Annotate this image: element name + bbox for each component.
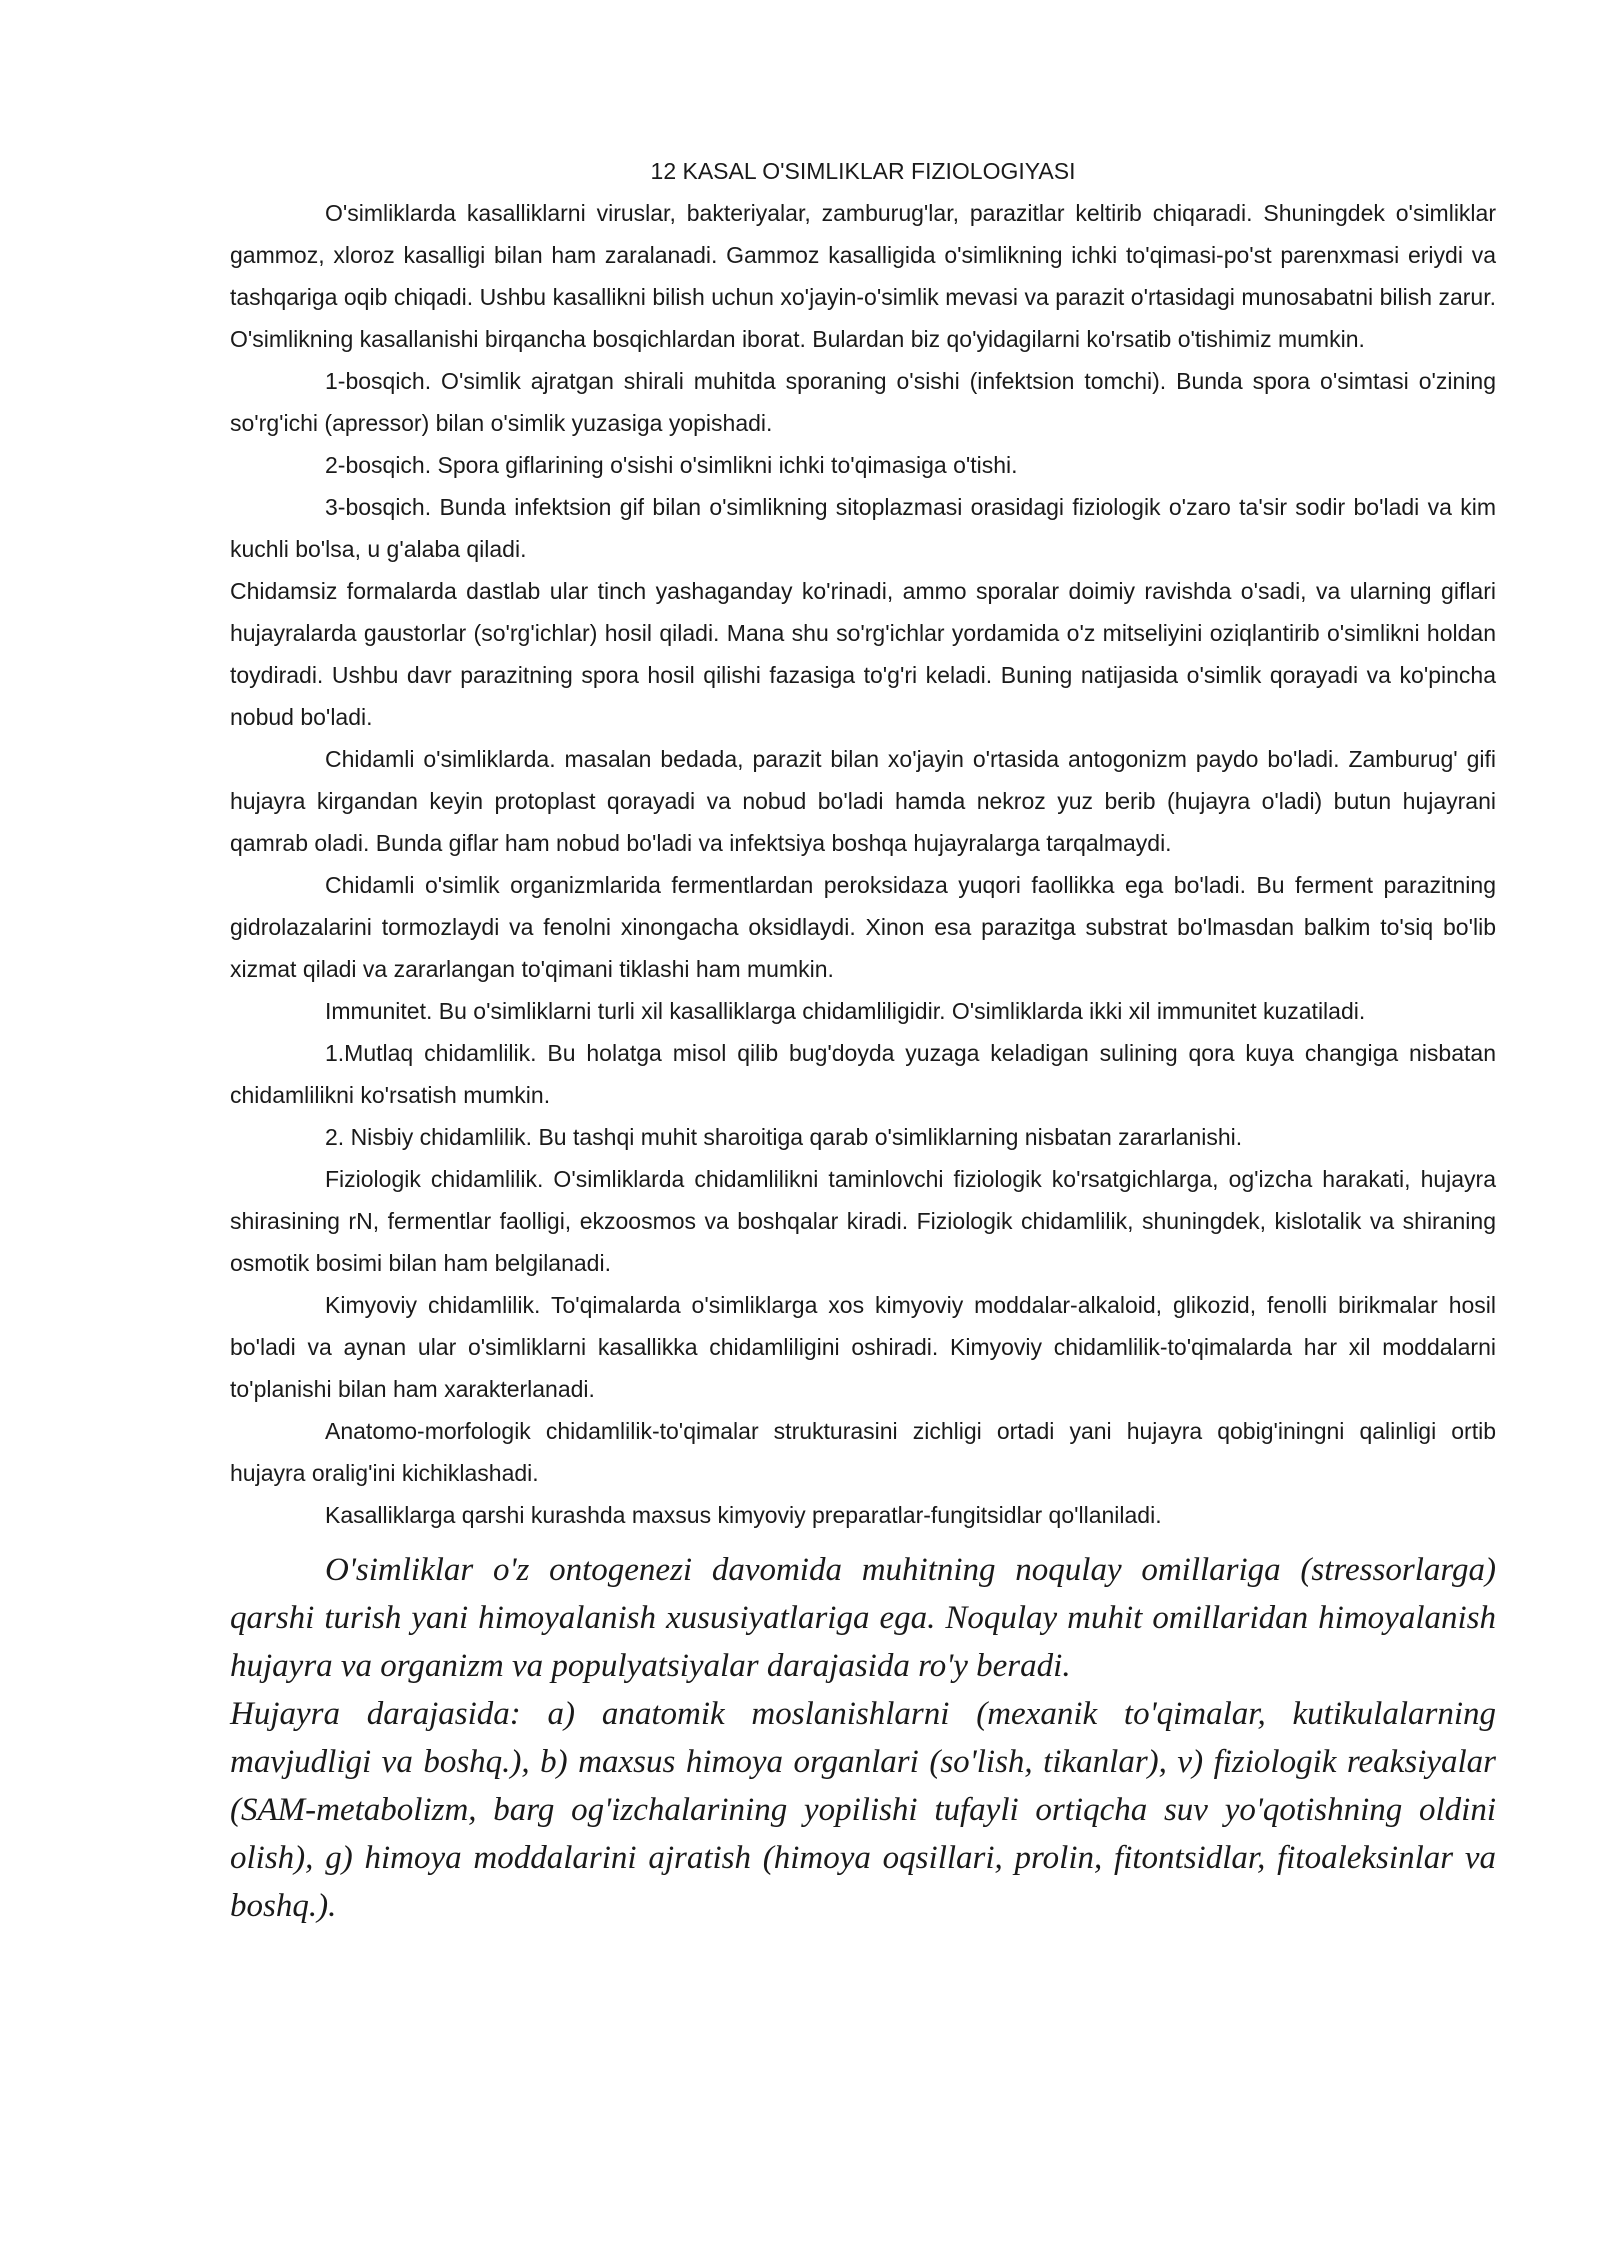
paragraph-chemical-resistance: Kimyoviy chidamlilik. To'qimalarda o'simliklarga xos kimyoviy moddalar-alkaloid, glikozid, fenolli birikmalar hosil bo'ladi va aynan ular o'simliklarni kasallikka chidamliligini oshiradi. Kimyoviy chidamlilik-to'qimalarda har xil moddalarni to'planishi bilan ham xarakterlanadi. — [230, 1292, 1496, 1402]
paragraph-resistant-plants: Chidamli o'simliklarda. masalan bedada, parazit bilan xo'jayin o'rtasida antogonizm paydo bo'ladi. Zamburug' gifi hujayra kirgandan keyin protoplast qorayadi va nobud bo'ladi hamda nekroz yuz berib (hujayra o'ladi) butun hujayrani qamrab oladi. Bunda giflar ham nobud bo'ladi va infektsiya boshqa hujayralarga tarqalmaydi. — [230, 746, 1496, 856]
paragraph-physiological-resistance: Fiziologik chidamlilik. O'simliklarda chidamlilikni taminlovchi fiziologik ko'rsatgichlarga, og'izcha harakati, hujayra shirasining rN, fermentlar faolligi, ekzoosmos va boshqalar kiradi. Fiziologik chidamlilik, shuningdek, kislotalik va shiraning osmotik bosimi bilan ham belgilanadi. — [230, 1166, 1496, 1276]
paragraph-non-resistant: Chidamsiz formalarda dastlab ular tinch yashaganday ko'rinadi, ammo sporalar doimiy ravishda o'sadi, va ularning giflari hujayralarda gaustorlar (so'rg'ichlar) hosil qiladi. Mana shu so'rg'ichlar yordamida o'z mitseliyini oziqlantirib o'simlikni holdan toydiradi. Ushbu davr parazitning spora hosil qilishi fazasiga to'g'ri keladi. Buning natijasida o'simlik qorayadi va ko'pincha nobud bo'ladi. — [230, 578, 1496, 730]
paragraph-absolute-resistance: 1.Mutlaq chidamlilik. Bu holatga misol qilib bug'doyda yuzaga keladigan sulining qora kuya changiga nisbatan chidamlilikni ko'rsatish mumkin. — [230, 1040, 1496, 1108]
paragraph-stage-2: 2-bosqich. Spora giflarining o'sishi o'simlikni ichki to'qimasiga o'tishi. — [325, 452, 1018, 478]
document-title: 12 KASAL O'SIMLIKLAR FIZIOLOGIYASI — [650, 158, 1076, 184]
paragraph-peroxidase: Chidamli o'simlik organizmlarida fermentlardan peroksidaza yuqori faollikka ega bo'ladi. Bu ferment parazitning gidrolazalarini tormozlaydi va fenolni xinongacha oksidlaydi. Xinon esa parazitga substrat bo'lmasdan balkim to'siq bo'lib xizmat qiladi va zararlangan to'qimani tiklashi ham mumkin. — [230, 872, 1496, 982]
paragraph-anatomical-resistance: Anatomo-morfologik chidamlilik-to'qimalar strukturasini zichligi ortadi yani hujayra qobig'iningni qalinligi ortib hujayra oralig'ini kichiklashadi. — [230, 1418, 1496, 1486]
paragraph-immunity: Immunitet. Bu o'simliklarni turli xil kasalliklarga chidamliligidir. O'simliklarda ikki xil immunitet kuzatiladi. — [325, 998, 1366, 1024]
paragraph-relative-resistance: 2. Nisbiy chidamlilik. Bu tashqi muhit sharoitiga qarab o'simliklarning nisbatan zararlanishi. — [325, 1124, 1243, 1150]
paragraph-stage-3: 3-bosqich. Bunda infektsion gif bilan o'simlikning sitoplazmasi orasidagi fiziologik o'zaro ta'sir sodir bo'ladi va kim kuchli bo'lsa, u g'alaba qiladi. — [230, 494, 1496, 562]
paragraph-intro: O'simliklarda kasalliklarni viruslar, bakteriyalar, zamburug'lar, parazitlar keltirib chiqaradi. Shuningdek o'simliklar gammoz, xloroz kasalligi bilan ham zaralanadi. Gammoz kasalligida o'simlikning ichki to'qimasi-po'st parenxmasi eriydi va tashqariga oqib chiqadi. Ushbu kasallikni bilish uchun xo'jayin-o'simlik mevasi va parazit o'rtasidagi munosabatni bilish zarur. O'simlikning kasallanishi birqancha bosqichlardan iborat. Bulardan biz qo'yidagilarni ko'rsatib o'tishimiz mumkin. — [230, 200, 1496, 352]
italic-paragraph-stressors: O'simliklar o'z ontogenezi davomida muhitning noqulay omillariga (stressorlarga) qarshi turish yani himoyalanish xususiyatlariga ega. Noqulay muhit omillaridan himoyalanish hujayra va organizm va populyatsiyalar darajasida ro'y beradi. — [230, 1552, 1496, 1684]
paragraph-stage-1: 1-bosqich. O'simlik ajratgan shirali muhitda sporaning o'sishi (infektsion tomchi). Bunda spora o'simtasi o'zining so'rg'ichi (apressor) bilan o'simlik yuzasiga yopishadi. — [230, 368, 1496, 436]
italic-paragraph-cell-level: Hujayra darajasida: a) anatomik moslanishlarni (mexanik to'qimalar, kutikulalarning mavjudligi va boshq.), b) maxsus himoya organlari (so'lish, tikanlar), v) fiziologik reaksiyalar (SAM-metabolizm, barg og'izchalarining yopilishi tufayli ortiqcha suv yo'qotishning oldini olish), g) himoya moddalarini ajratish (himoya oqsillari, prolin, fitontsidlar, fitoaleksinlar va boshq.). — [230, 1696, 1496, 1924]
paragraph-fungicides: Kasalliklarga qarshi kurashda maxsus kimyoviy preparatlar-fungitsidlar qo'llaniladi. — [325, 1502, 1162, 1528]
document-page — [230, 150, 1496, 1930]
